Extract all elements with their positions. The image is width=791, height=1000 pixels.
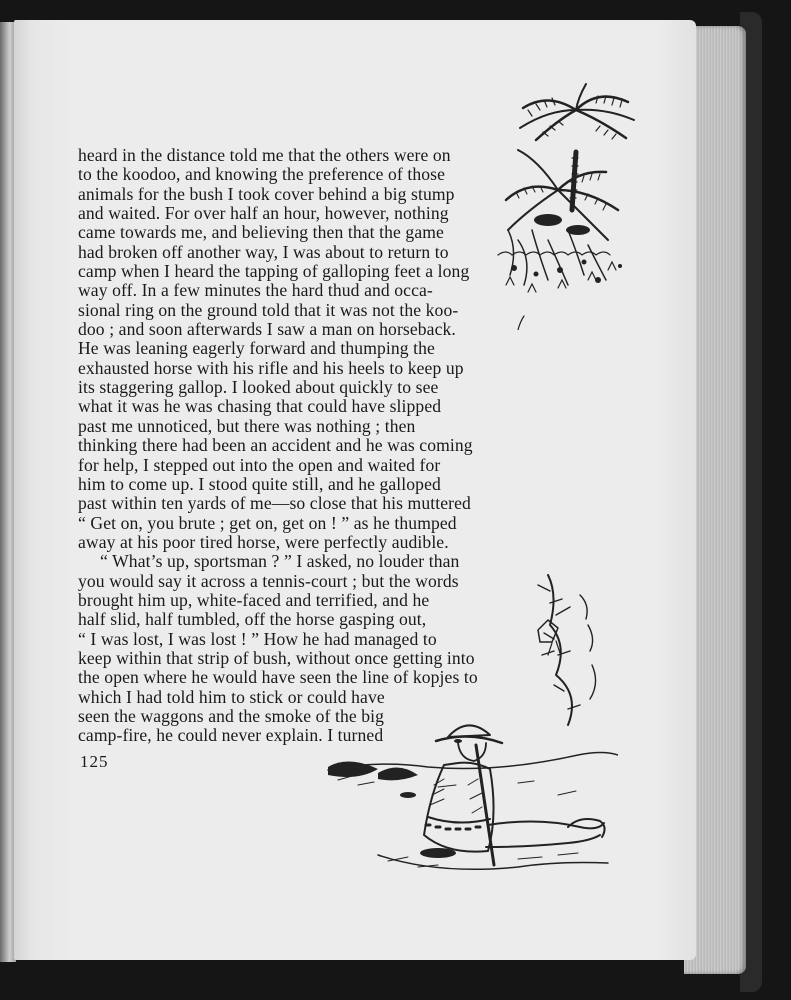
text-line: camp-fire, he could never explain. I turned <box>78 725 384 746</box>
text-line: camp when I heard the tapping of galloping feet a long <box>78 261 470 282</box>
text-line: animals for the bush I took cover behind a big stump <box>78 183 455 204</box>
text-line: past within ten yards of me—so close that his muttered <box>78 493 471 514</box>
text-line: brought him up, white-faced and terrified, and he <box>78 589 430 610</box>
text-line: “ What’s up, sportsman ? ” I asked, no louder than <box>100 551 460 572</box>
text-line: “ I was lost, I was lost ! ” How he had managed to <box>78 628 437 649</box>
text-line: past me unnoticed, but there was nothing ; then <box>78 415 416 436</box>
text-line: way off. In a few minutes the hard thud and occa- <box>78 280 433 301</box>
text-line: had broken off another way, I was about to return to <box>78 241 449 262</box>
text-line: heard in the distance told me that the others were on <box>78 145 451 165</box>
text-line: “ Get on, you brute ; get on, get on ! ” as he thumped <box>78 512 457 533</box>
text-line: its staggering gallop. I looked about quickly to see <box>78 377 439 398</box>
text-line: half slid, half tumbled, off the horse gasping out, <box>78 609 427 630</box>
text-line: to the koodoo, and knowing the preference of those <box>78 164 446 185</box>
text-line: exhausted horse with his rifle and his heels to keep up <box>78 357 464 378</box>
text-line: He was leaning eagerly forward and thumping the <box>78 338 435 359</box>
text-line: for help, I stepped out into the open and waited for <box>78 454 441 475</box>
page-number: 125 <box>80 752 109 771</box>
text-line: him to come up. I stood quite still, and he galloped <box>78 473 441 494</box>
text-line: which I had told him to stick or could have <box>78 686 385 707</box>
text-line: you would say it across a tennis-court ; but the words <box>78 570 459 591</box>
text-line: keep within that strip of bush, without once getting into <box>78 647 475 668</box>
page-body-text <box>78 146 518 746</box>
text-line: sional ring on the ground told that it was not the koo- <box>78 299 459 320</box>
text-line: away at his poor tired horse, were perfectly audible. <box>78 531 449 552</box>
text-line: came towards me, and believing then that the game <box>78 222 444 243</box>
text-line: doo ; and soon afterwards I saw a man on horseback. <box>78 319 456 340</box>
text-line: thinking there had been an accident and he was coming <box>78 435 473 456</box>
text-line: the open where he would have seen the line of kopjes to <box>78 667 478 688</box>
text-line: seen the waggons and the smoke of the big <box>78 705 385 726</box>
text-line: what it was he was chasing that could have slipped <box>78 396 442 417</box>
text-line: and waited. For over half an hour, however, nothing <box>78 203 449 224</box>
